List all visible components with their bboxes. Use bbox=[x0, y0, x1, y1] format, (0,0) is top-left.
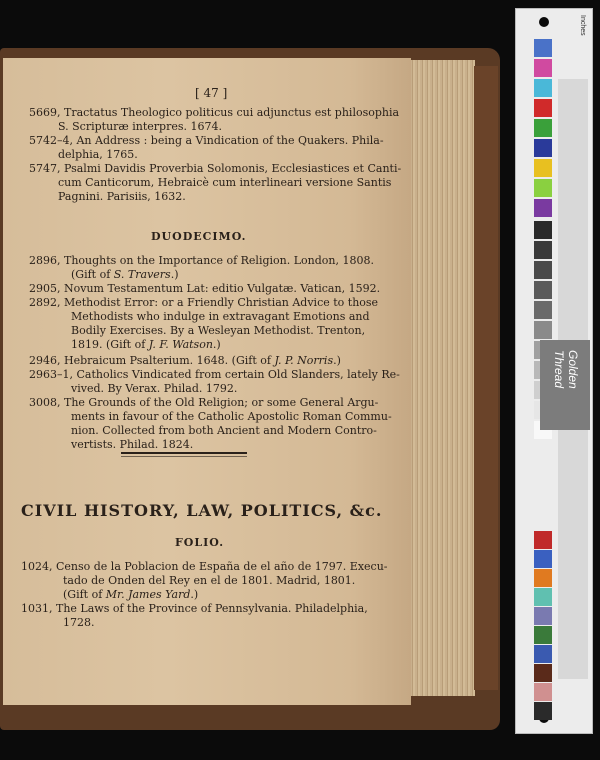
entry-3008-line1: 3008, The Grounds of the Old Religion; or some General Argu- bbox=[29, 396, 379, 409]
color-swatch bbox=[534, 702, 552, 720]
color-swatch bbox=[534, 99, 552, 117]
section-rule-thin bbox=[121, 456, 247, 457]
color-swatch bbox=[534, 531, 552, 549]
color-swatch bbox=[534, 607, 552, 625]
section-title-duodecimo: DUODECIMO. bbox=[151, 230, 247, 243]
color-swatch bbox=[534, 683, 552, 701]
grey-swatch bbox=[534, 221, 552, 239]
grey-swatch bbox=[534, 241, 552, 259]
golden-thread-label: Golden Thread bbox=[552, 350, 580, 389]
entry-1031-line2: 1728. bbox=[63, 616, 95, 629]
color-swatch bbox=[534, 59, 552, 77]
entry-3008-line2: ments in favour of the Catholic Apostolic Roman Commu- bbox=[71, 410, 392, 423]
grey-swatch bbox=[534, 321, 552, 339]
page-number: [ 47 ] bbox=[195, 86, 228, 100]
entry-2963-line2: vived. By Verax. Philad. 1792. bbox=[71, 382, 238, 395]
color-swatch bbox=[534, 664, 552, 682]
color-swatch bbox=[534, 139, 552, 157]
entry-2896-line1: 2896, Thoughts on the Importance of Religion. London, 1808. bbox=[29, 254, 374, 267]
color-swatch bbox=[534, 159, 552, 177]
entry-2946: 2946, Hebraicum Psalterium. 1648. (Gift of J. P. Norris.) bbox=[29, 354, 341, 367]
entry-5742-line1: 5742–4, An Address : being a Vindication of the Quakers. Phila- bbox=[29, 134, 384, 147]
entry-3008-line4: vertists. Philad. 1824. bbox=[71, 438, 194, 451]
grey-swatch bbox=[534, 281, 552, 299]
book-page bbox=[3, 58, 411, 705]
entry-5742-line2: delphia, 1765. bbox=[58, 148, 138, 161]
color-swatch bbox=[534, 199, 552, 217]
entry-3008-line3: nion. Collected from both Ancient and Modern Contro- bbox=[71, 424, 377, 437]
entry-2892-line1: 2892, Methodist Error: or a Friendly Christian Advice to those bbox=[29, 296, 379, 309]
entry-5747-line2: cum Canticorum, Hebraicè cum interlineari versione Santis bbox=[58, 176, 392, 189]
grey-swatch bbox=[534, 261, 552, 279]
entry-2892-line3: Bodily Exercises. By a Wesleyan Methodist. Trenton, bbox=[71, 324, 366, 337]
color-swatch bbox=[534, 39, 552, 57]
entry-5747-line3: Pagnini. Parisiis, 1632. bbox=[58, 190, 186, 203]
entry-2905: 2905, Novum Testamentum Lat: editio Vulgatæ. Vatican, 1592. bbox=[29, 282, 381, 295]
color-swatch bbox=[534, 645, 552, 663]
section-title-civil-history: CIVIL HISTORY, LAW, POLITICS, &c. bbox=[21, 501, 383, 520]
target-label: Inches bbox=[579, 15, 586, 36]
color-swatch bbox=[534, 569, 552, 587]
section-rule bbox=[121, 452, 247, 454]
entry-1024-line3: (Gift of Mr. James Yard.) bbox=[63, 588, 199, 601]
grey-swatch bbox=[534, 301, 552, 319]
entry-1024-line1: 1024, Censo de la Poblacion de España de el año de 1797. Execu- bbox=[21, 560, 388, 573]
entry-5747-line1: 5747, Psalmi Davidis Proverbia Solomonis, Ecclesiastices et Canti- bbox=[29, 162, 402, 175]
entry-1031-line1: 1031, The Laws of the Province of Pennsylvania. Philadelphia, bbox=[21, 602, 368, 615]
entry-2892-line4: 1819. (Gift of J. F. Watson.) bbox=[71, 338, 221, 351]
entry-5669-line2: S. Scripturæ interpres. 1674. bbox=[58, 120, 222, 133]
entry-2963-line1: 2963–1, Catholics Vindicated from certain Old Slanders, lately Re- bbox=[29, 368, 400, 381]
color-swatch bbox=[534, 626, 552, 644]
entry-5669-line1: 5669, Tractatus Theologico politicus cui adjunctus est philosophia bbox=[29, 106, 400, 119]
entry-2892-line2: Methodists who indulge in extravagant Emotions and bbox=[71, 310, 370, 323]
color-swatch bbox=[534, 588, 552, 606]
entry-2896-line2: (Gift of S. Travers.) bbox=[71, 268, 179, 281]
entry-1024-line2: tado de Onden del Rey en el de 1801. Madrid, 1801. bbox=[63, 574, 356, 587]
color-swatch bbox=[534, 550, 552, 568]
book-spine-edge bbox=[474, 66, 498, 690]
subsection-title-folio: FOLIO. bbox=[175, 536, 225, 549]
color-swatch bbox=[534, 119, 552, 137]
target-hole-top bbox=[539, 17, 549, 27]
color-swatch bbox=[534, 179, 552, 197]
page-edges bbox=[405, 60, 475, 696]
color-swatch bbox=[534, 79, 552, 97]
